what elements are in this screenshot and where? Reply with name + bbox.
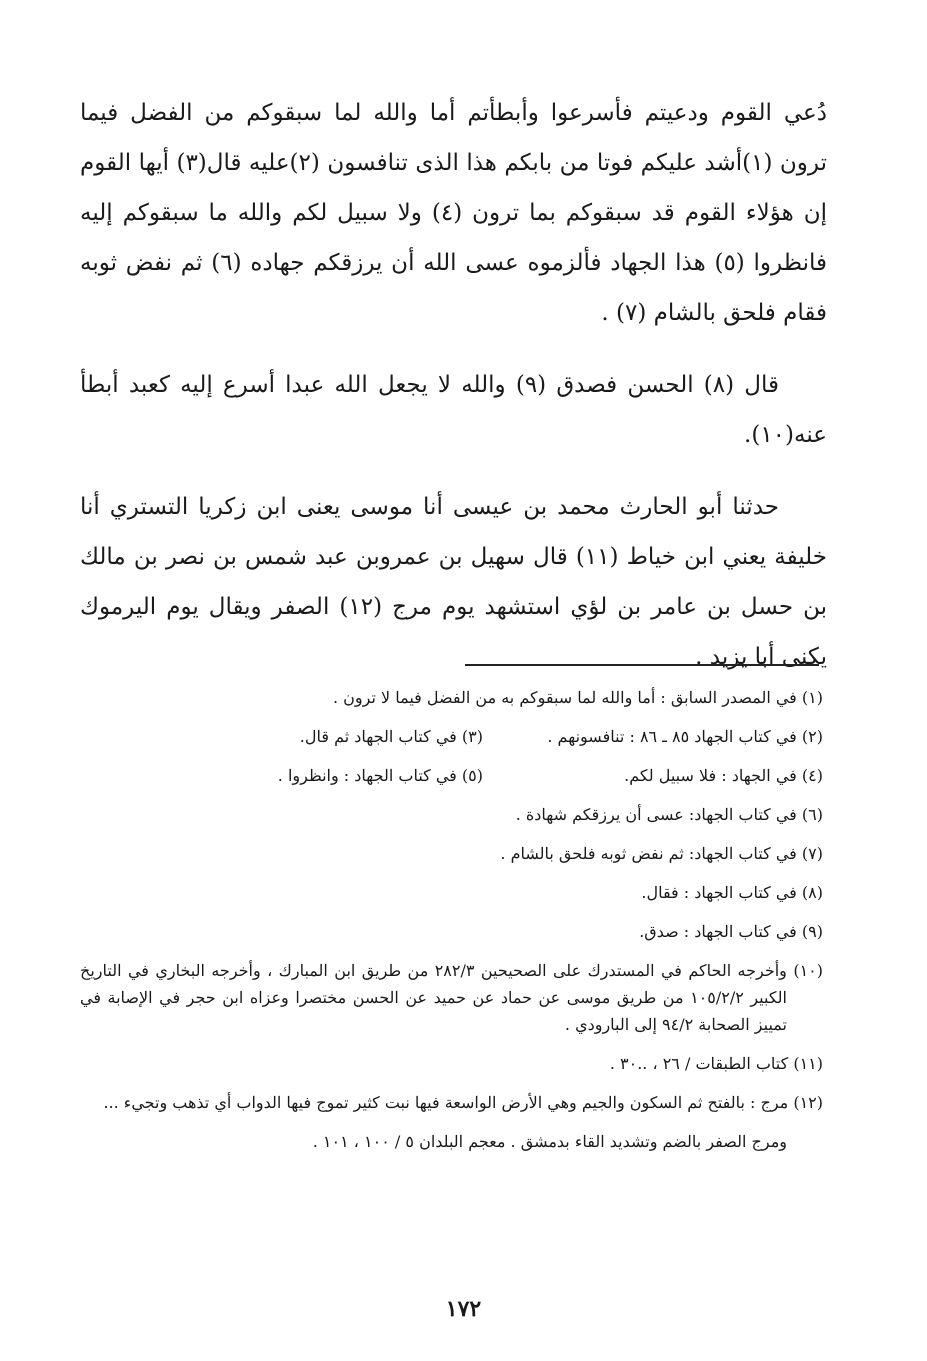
main-paragraph-1: دُعي القوم ودعيتم فأسرعوا وأبطأتم أما والله لما سبقوكم من الفضل فيما ترون (١)أشد عليكم فوتا من بابكم هذا الذى تنافسون (٢)عليه قال(٣) أيها القوم إن هؤلاء القوم قد سبقوكم بما ترون (٤) ولا سبيل لكم والله ما سبقوكم إليه فانظروا (٥) هذا الجهاد فألزموه عسى الله أن يرزقكم جهاده (٦) ثم نفض ثوبه فقام فلحق بالشام (٧) .	[80, 100, 827, 326]
footnotes	[80, 678, 823, 1161]
footnote-row-2-3	[80, 717, 823, 756]
footnote-2: (٢) في كتاب الجهاد ٨٥ ـ ٨٦ : تنافسونهم .	[547, 727, 823, 746]
footnote-8: (٨) في كتاب الجهاد : فقال.	[641, 883, 823, 902]
footnote-11: (١١) كتاب الطبقات / ٢٦ ، ..٣٠ .	[609, 1054, 823, 1073]
footnote-10: (١٠) وأخرجه الحاكم في المستدرك على الصحيحين ٢٨٢/٣ من طريق ابن المبارك ، وأخرجه البخاري في التاريخ الكبير ١٠٥/٢/٢ من طريق موسى عن حماد عن حميد عن الحسن مختصرا وعزاه ابن حجر في الإصابة في تمييز الصحابة ٩٤/٢ إلى البارودي .	[80, 961, 823, 1034]
footnote-6: (٦) في كتاب الجهاد: عسى أن يرزقكم شهادة .	[515, 805, 823, 824]
footnote-4: (٤) في الجهاد : فلا سبيل لكم.	[624, 766, 823, 785]
footnote-7: (٧) في كتاب الجهاد: ثم نفض ثوبه فلحق بالشام .	[500, 844, 823, 863]
main-paragraph-2: قال (٨) الحسن فصدق (٩) والله لا يجعل الله عبدا أسرع إليه كعبد أبطأ عنه(١٠).	[80, 372, 827, 448]
footnote-12: (١٢) مرج : بالفتح ثم السكون والجيم وهي الأرض الواسعة فيها نبت كثير تموج فيها الدواب أي تذهب وتجيء ...	[103, 1093, 823, 1112]
footnote-12-continuation: ومرج الصفر بالضم وتشديد القاء بدمشق . معجم البلدان ٥ / ١٠٠ ، ١٠١ .	[312, 1132, 787, 1151]
main-text	[80, 88, 827, 682]
footnote-row-4-5	[80, 756, 823, 795]
footnote-divider	[465, 664, 819, 666]
page-number: ١٧٢	[445, 1296, 482, 1322]
footnote-1: (١) في المصدر السابق : أما والله لما سبقوكم به من الفضل فيما لا ترون .	[332, 688, 823, 707]
main-paragraph-3: حدثنا أبو الحارث محمد بن عيسى أنا موسى يعنى ابن زكريا التستري أنا خليفة يعني ابن خياط (١١) قال سهيل بن عمروبن عبد شمس بن نصر بن مالك بن حسل بن عامر بن لؤي استشهد يوم مرج (١٢) الصفر ويقال يوم اليرموك يكنى أبا يزيد .	[80, 494, 827, 670]
footnote-9: (٩) في كتاب الجهاد : صدق.	[639, 922, 823, 941]
footnote-5: (٥) في كتاب الجهاد : وانظروا .	[277, 766, 483, 785]
footnote-3: (٣) في كتاب الجهاد ثم قال.	[299, 727, 483, 746]
